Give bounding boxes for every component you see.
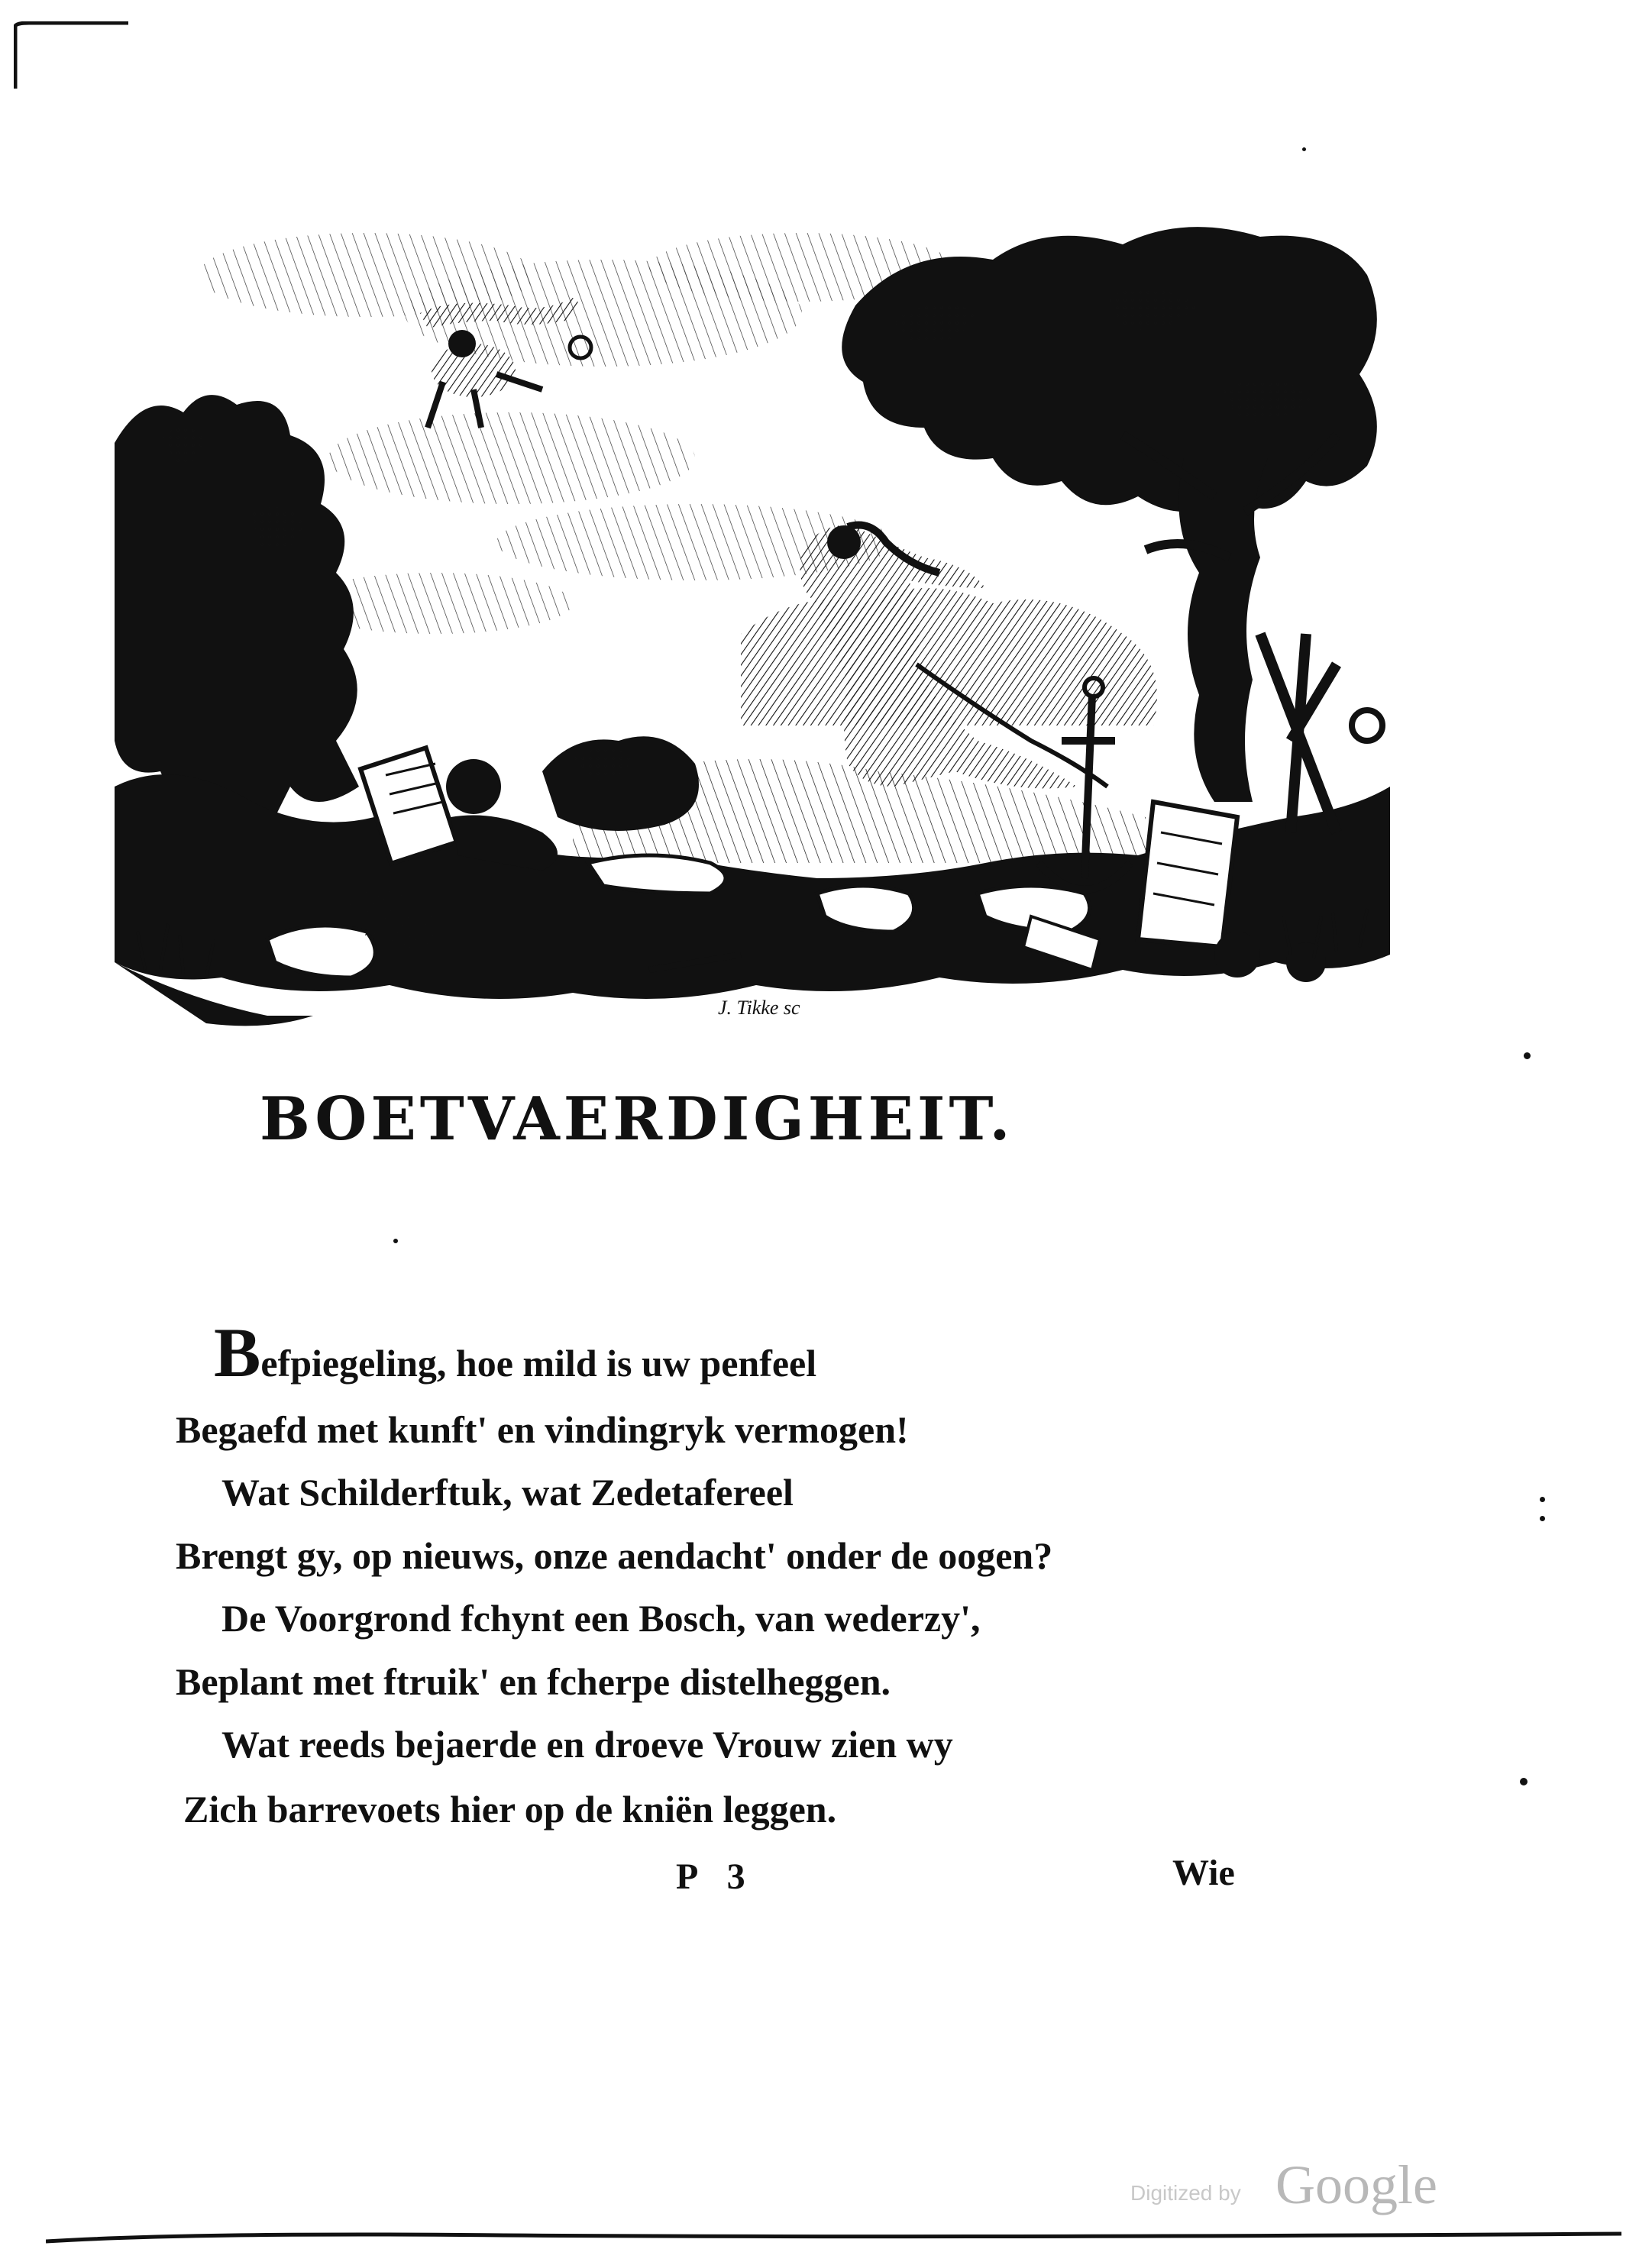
speck [1540,1516,1545,1521]
ground-path [573,759,1146,863]
speck [1524,1052,1531,1059]
poem-line-7: Wat reeds bejaerde en droeve Vrouw zien wy [221,1723,953,1766]
poem-line-8: Zich barrevoets hier op de kniën leggen. [183,1788,837,1831]
scan-corner-mark [14,21,128,90]
catchword: Wie [1172,1853,1235,1893]
speck [1540,1497,1545,1502]
page-title: BOETVAERDIGHEIT. [260,1084,1014,1154]
drop-cap-letter: B [214,1314,261,1391]
poem-line-1 [214,1314,817,1391]
poem-line-1-text: efpiegeling, hoe mild is uw penfeel [260,1342,817,1385]
engraver-signature: J. Tikke sc [718,997,800,1019]
printer-signature-mark: P 3 [676,1856,756,1897]
watermark-prefix: Digitized by [1130,2181,1241,2205]
poem-line-3: Wat Schilderftuk, wat Zedetafereel [221,1471,794,1514]
speck [1302,147,1306,151]
speck [1520,1778,1528,1785]
speck [393,1239,398,1243]
poem-line-5: De Voorgrond fchynt een Bosch, van wederzy', [221,1597,981,1640]
poem-line-2: Begaefd met kunft' en vindingryk vermogen! [176,1408,909,1451]
engraved-vignette-illustration [115,206,1390,1039]
poem-line-4: Brengt gy, op nieuws, onze aendacht' onder de oogen? [176,1534,1053,1577]
poem-line-6: Beplant met ftruik' en fcherpe distelheggen. [176,1660,891,1703]
watermark-brand: Google [1275,2157,1437,2215]
scan-bottom-edge [46,2226,1621,2247]
digitized-by-google-watermark [1130,2157,1482,2218]
left-tree-foliage [115,395,359,832]
